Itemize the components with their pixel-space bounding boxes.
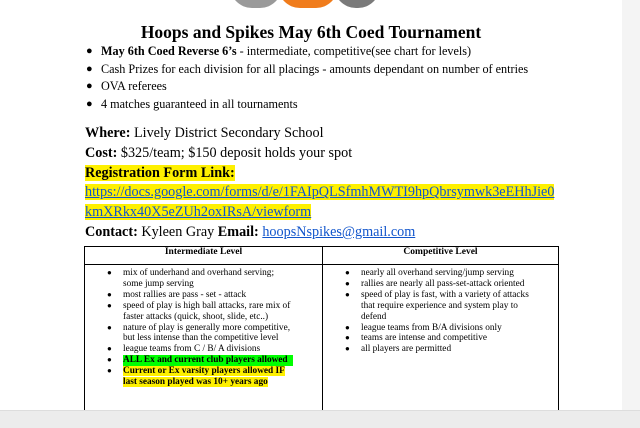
bullet-icon: ● [345, 268, 350, 277]
list-item [107, 355, 293, 366]
where-label: Where: [85, 125, 131, 141]
bullet-icon: ● [86, 97, 93, 110]
table-row [85, 265, 559, 415]
list-item-text: ALL Ex and current club players allowed [123, 355, 288, 366]
email-label: Email: [217, 224, 259, 240]
list-item-text: all players are permitted [361, 344, 452, 355]
contact-label: Contact: [85, 224, 138, 240]
list-item [86, 78, 528, 96]
list-item [107, 344, 293, 355]
levels-table [84, 246, 559, 415]
list-item [107, 366, 293, 388]
details-list [86, 43, 529, 113]
registration-heading [85, 163, 235, 183]
list-item [345, 268, 536, 279]
list-item-text: league teams from B/A divisions only [361, 322, 502, 333]
list-item-text: speed of play is fast, with a variety of attacks that require experience and system play to defend [361, 289, 529, 322]
contact-name: Kyleen Gray [137, 224, 218, 240]
contact-line [85, 222, 415, 242]
list-item-text: teams are intense and competitive [361, 333, 487, 344]
list-item [86, 43, 528, 61]
list-item [86, 61, 529, 79]
logo-image [230, 0, 380, 8]
viewer-bottom-band [0, 410, 640, 428]
list-item-text: 4 matches guaranteed in all tournaments [101, 96, 298, 111]
registration-link-continued[interactable]: kmXRkx40X5eZUh2oxIRsA/viewform [85, 204, 312, 220]
bullet-icon: ● [107, 322, 112, 332]
cost-value: $325/team; $150 deposit holds your spot [117, 145, 353, 161]
list-item-text: Cash Prizes for each division for all placings - amounts dependant on number of entries [101, 61, 529, 76]
list-item-text: Current or Ex varsity players allowed IF last season played was 10+ years ago [123, 366, 285, 388]
document-title: Hoops and Spikes May 6th Coed Tournament [140, 22, 482, 42]
list-item [107, 300, 293, 323]
bullet-icon: ● [86, 45, 93, 57]
header-competitive: Competitive Level [323, 247, 559, 265]
bullet-icon: ● [107, 366, 112, 376]
bullet-icon: ● [86, 62, 93, 75]
list-item [345, 344, 536, 355]
where-value: Lively District Secondary School [130, 125, 324, 141]
list-item [86, 96, 528, 114]
competitive-cell [323, 265, 559, 415]
list-item-text: OVA referees [101, 79, 167, 93]
email-link[interactable]: hoopsNspikes@gmail.com [262, 224, 416, 240]
list-item-text: mix of underhand and overhand serving; some jump serving [123, 268, 275, 289]
bullet-icon: ● [345, 289, 350, 299]
list-item-text: nearly all overhand serving/jump serving [361, 268, 514, 278]
bullet-icon: ● [86, 80, 93, 92]
list-item-text: speed of play is high ball attacks, rare mix of faster attacks (quick, shoot, slide, etc..) [123, 300, 291, 322]
table-header-row [85, 247, 559, 265]
registration-link[interactable]: https://docs.google.com/forms/d/e/1FAIpQLSfmhMWTI9hpQbrsymwk3eEHhJie0 [85, 184, 555, 200]
bullet-icon: ● [107, 289, 112, 299]
bullet-icon: ● [107, 268, 112, 277]
list-item [107, 289, 293, 301]
list-item [345, 333, 536, 344]
list-item-text: nature of play is generally more competitive, but less intense than the competitive level [123, 322, 291, 344]
bullet-icon: ● [345, 333, 350, 343]
bullet-icon: ● [345, 278, 350, 288]
bullet-icon: ● [345, 344, 350, 354]
list-item [345, 322, 536, 334]
cost-label: Cost: [85, 145, 118, 161]
list-item-text: league teams from C / B/ A divisions [123, 344, 261, 355]
where-line [85, 123, 324, 143]
cost-line [85, 143, 352, 163]
registration-label: Registration Form Link: [85, 165, 235, 181]
list-item [345, 278, 536, 290]
registration-link-line1[interactable] [85, 182, 554, 202]
list-item [345, 289, 536, 323]
registration-link-line2[interactable] [85, 202, 311, 222]
bullet-icon: ● [107, 344, 112, 354]
bullet-icon: ● [345, 322, 350, 332]
list-item-text: most rallies are pass - set - attack [123, 289, 247, 300]
bullet-icon: ● [107, 355, 112, 365]
list-item [107, 322, 293, 345]
bullet-icon: ● [107, 300, 112, 310]
intermediate-cell [85, 265, 323, 415]
list-item-text: - intermediate, competitive(see chart for levels) [236, 44, 472, 58]
list-item-bold: May 6th Coed Reverse 6’s [101, 44, 237, 58]
list-item [107, 268, 293, 290]
list-item-text: rallies are nearly all pass-set-attack oriented [361, 278, 525, 289]
header-intermediate: Intermediate Level [85, 247, 323, 265]
